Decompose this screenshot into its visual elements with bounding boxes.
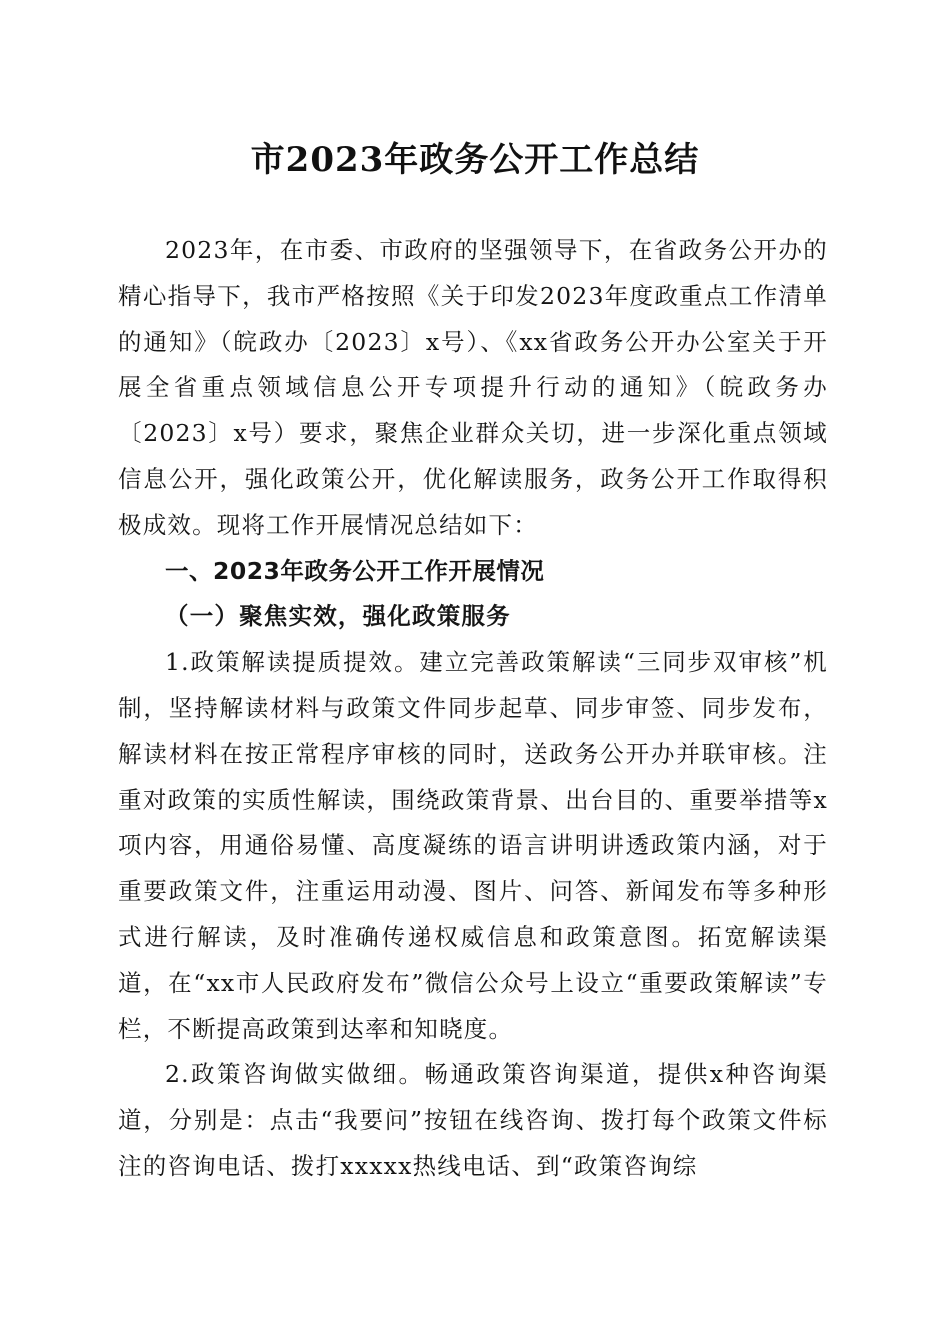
policy-consultation-paragraph: 2.政策咨询做实做细。畅通政策咨询渠道，提供x种咨询渠道，分别是：点击“我要问”按钮在线咨询、拨打每个政策文件标注的咨询电话、拨打xxxxx热线电话、到“政策咨询综 [118,1060,828,1180]
subsection-heading: （一）聚焦实效，强化政策服务 [165,602,511,631]
document-title: 市2023年政务公开工作总结 [250,140,700,180]
policy-interpretation-paragraph: 1.政策解读提质提效。建立完善政策解读“三同步双审核”机制，坚持解读材料与政策文件同步起草、同步审签、同步发布，解读材料在按正常程序审核的同时，送政务公开办并联审核。注重对政策的实质性解读，围绕政策背景、出台目的、重要举措等x项内容，用通俗易懂、高度凝练的语言讲明讲透政策内涵，对于重要政策文件，注重运用动漫、图片、问答、新闻发布等多种形式进行解读，及时准确传递权威信息和政策意图。拓宽解读渠道，在“xx市人民政府发布”微信公众号上设立“重要政策解读”专栏，不断提高政策到达率和知晓度。 [118,648,828,1043]
section-heading: 一、2023年政务公开工作开展情况 [165,556,545,585]
document-body [118,228,828,1190]
intro-paragraph: 2023年，在市委、市政府的坚强领导下，在省政务公开办的精心指导下，我市严格按照《关于印发2023年度政重点工作清单的通知》（皖政办〔2023〕x号）、《xx省政务公开办公室关于开展全省重点领域信息公开专项提升行动的通知》（皖政务办〔2023〕x号）要求，聚焦企业群众关切，进一步深化重点领域信息公开，强化政策公开，优化解读服务，政务公开工作取得积极成效。现将工作开展情况总结如下： [118,236,828,539]
